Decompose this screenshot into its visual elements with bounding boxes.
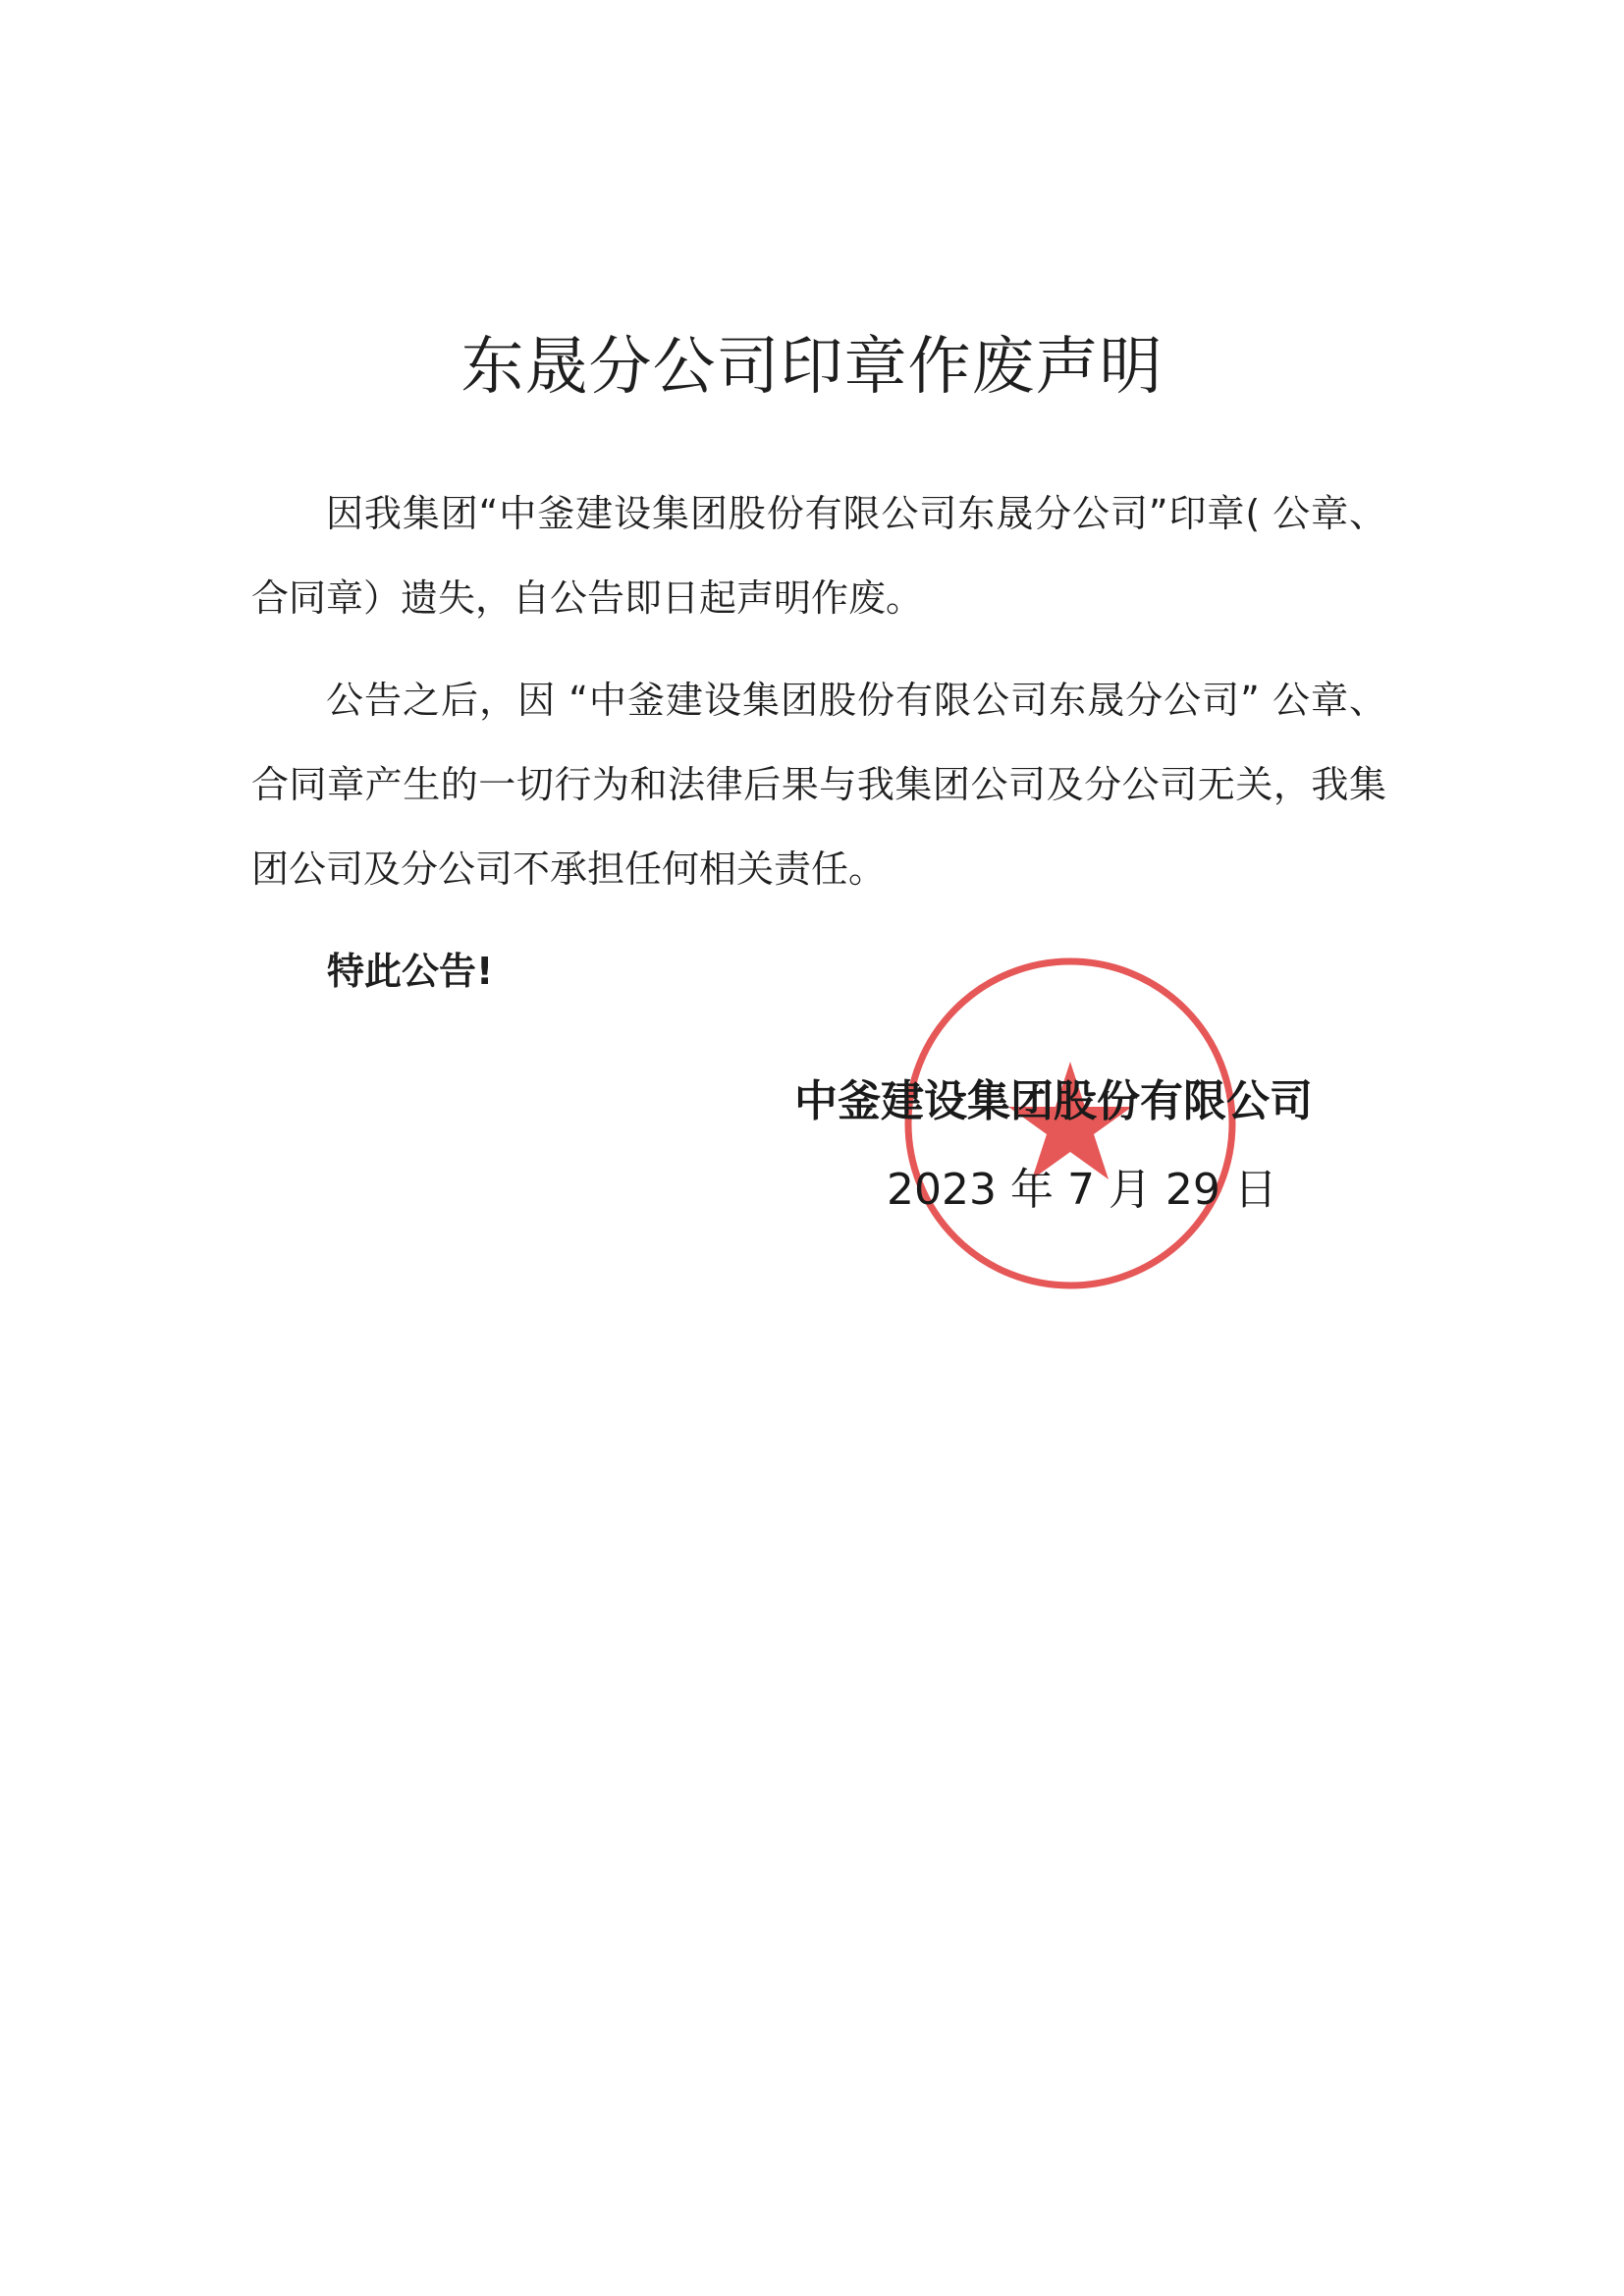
paragraph-1: 因我集团“中釜建设集团股份有限公司东晟分公司”印章( 公章、合同章）遗失，自公告即日起声明作废。 xyxy=(251,492,1386,620)
paragraph-2: 公告之后，因 “中釜建设集团股份有限公司东晟分公司” 公章、合同章产生的一切行为和法律后果与我集团公司及分公司无关，我集团公司及分公司不承担任何相关责任。 xyxy=(251,679,1386,891)
closing-statement: 特此公告! xyxy=(327,950,494,993)
signature-date: 2023 年 7 月 29 日 xyxy=(887,1165,1277,1215)
document-title: 东晟分公司印章作废声明 xyxy=(460,331,1164,404)
signature-company: 中釜建设集团股份有限公司 xyxy=(794,1076,1313,1126)
document-body xyxy=(251,471,1386,1220)
signature-block xyxy=(794,1072,1386,1220)
